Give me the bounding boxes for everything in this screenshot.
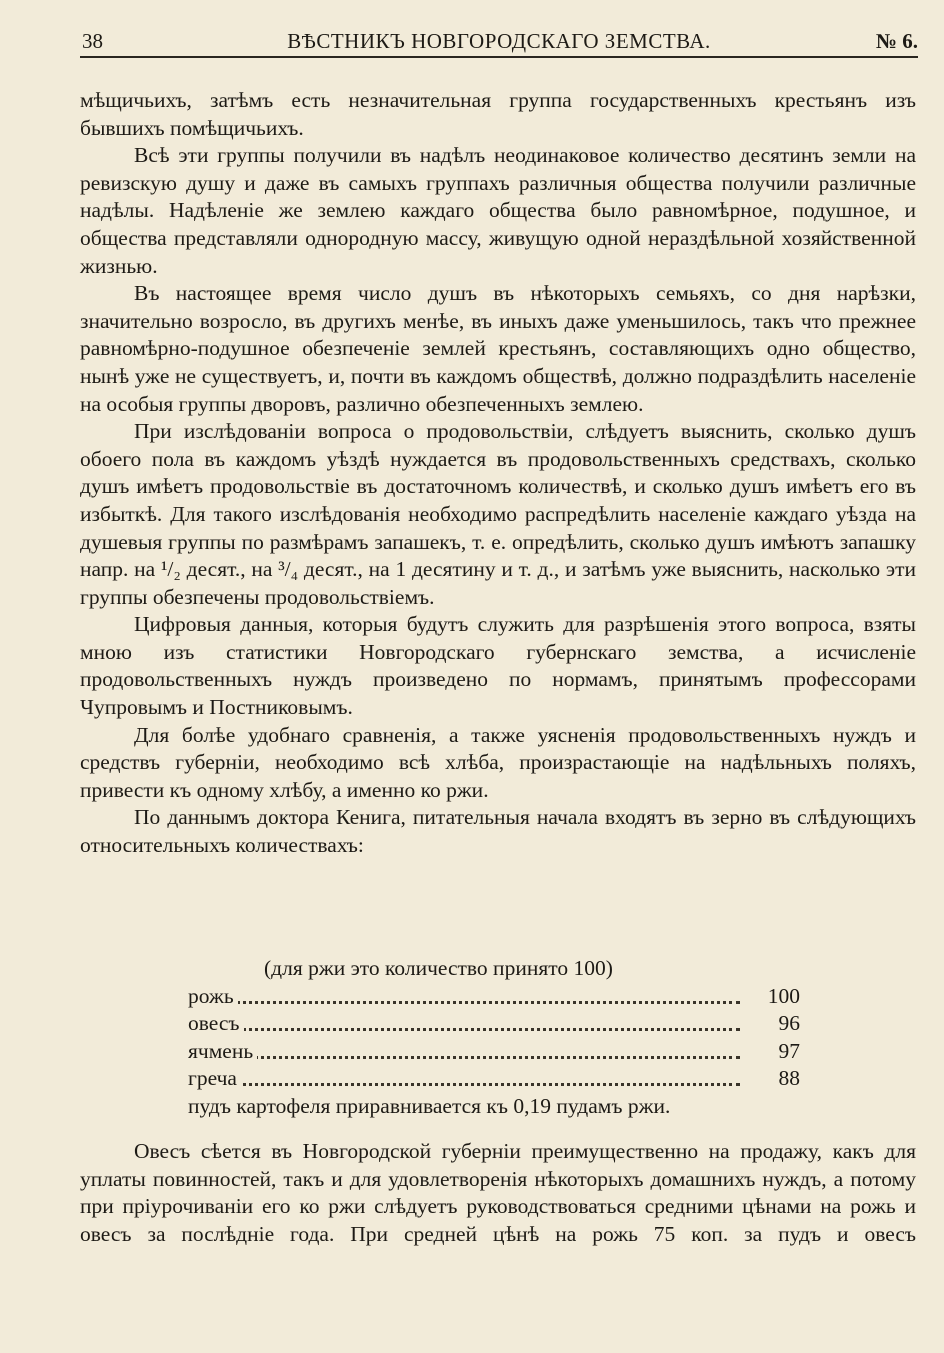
grain-name: ячмень [188, 1038, 257, 1066]
closing-text [80, 1138, 916, 1248]
body-text [80, 87, 916, 860]
issue-number: № 6. [875, 29, 918, 53]
page-number: 38 [82, 29, 103, 53]
table-caption: (для ржи это количество принято 100) [264, 956, 613, 980]
table-row [188, 1065, 800, 1093]
page-header [80, 26, 918, 58]
paragraph: Всѣ эти группы получили въ надѣлъ неодинаковое количество десятинъ земли на ревизскую душу и даже въ самыхъ группахъ различныя общества получили различные надѣлы. Надѣленіе же землею каждаго общества было равномѣрное, подушное, и общества представляли однородную массу, живущую одной нераздѣльной хозяйственной жизнью. [80, 143, 916, 278]
table-row [188, 983, 800, 1011]
grain-name: рожь [188, 983, 238, 1011]
leader-dots [188, 1038, 740, 1059]
paragraph: Цифровыя данныя, которыя будутъ служить для разрѣшенія этого вопроса, взяты мною изъ статистики Новгородскаго губернскаго земства, а исчисленіе продовольственныхъ нуждъ произведено по нормамъ, принятымъ профессорами Чупровымъ и Постниковымъ. [80, 612, 916, 720]
leader-dots [188, 1010, 740, 1031]
table-row [188, 1038, 800, 1066]
paragraph: По даннымъ доктора Кенига, питательныя начала входятъ въ зерно въ слѣдующихъ относительныхъ количествахъ: [80, 805, 916, 858]
paragraph: Овесъ сѣется въ Новгородской губерніи преимущественно на продажу, какъ для уплаты повинностей, такъ и для удовлетворенія нѣкоторыхъ домашнихъ нуждъ, а потому при пріурочиваніи его ко ржи слѣдуетъ руководствоваться средними цѣнами на рожь и овесъ за послѣдніе года. При средней цѣнѣ на рожь 75 коп. за пудъ и овесъ [80, 1139, 916, 1246]
table-row [188, 1010, 800, 1038]
grain-value: 97 [778, 1038, 800, 1063]
leader-dots [188, 983, 740, 1004]
table-note: пудъ картофеля приравнивается къ 0,19 пудамъ ржи. [188, 1093, 671, 1118]
paragraph: Для болѣе удобнаго сравненія, а также уясненія продовольственныхъ нуждъ и средствъ губерніи, необходимо всѣ хлѣба, произрастающіе на надѣльныхъ поляхъ, привести къ одному хлѣбу, а именно ко ржи. [80, 722, 916, 802]
leader-dots [188, 1065, 740, 1086]
paragraph: При изслѣдованіи вопроса о продовольствіи, слѣдуетъ выяснить, сколько душъ обоего пола въ каждомъ уѣздѣ нуждается въ продовольственныхъ средствахъ, сколько душъ имѣетъ продовольствіе въ достаточномъ количествѣ, и сколько душъ имѣетъ его въ избыткѣ. Для такого изслѣдованія необходимо распредѣлить населеніе каждаго уѣзда на душевыя группы по размѣрамъ запашекъ, т. е. опредѣлить, сколько душъ имѣютъ запашку напр. на ¹/₂ десят., на ³/₄ десят., на 1 десятину и т. д., и затѣмъ уже выяснить, насколько эти группы обезпечены продовольствіемъ. [80, 419, 916, 609]
running-title: ВѢСТНИКЪ НОВГОРОДСКАГО ЗЕМСТВА. [287, 29, 711, 53]
grain-value: 88 [778, 1066, 800, 1091]
paragraph: мѣщичьихъ, затѣмъ есть незначительная группа государственныхъ крестьянъ изъ бывшихъ помѣщичьихъ. [80, 88, 916, 140]
grain-name: овесъ [188, 1010, 244, 1038]
grain-value: 100 [767, 983, 800, 1008]
grain-name: греча [188, 1065, 241, 1093]
grain-value: 96 [778, 1011, 800, 1036]
paragraph: Въ настоящее время число душъ въ нѣкоторыхъ семьяхъ, со дня нарѣзки, значительно возросло, въ другихъ менѣе, въ иныхъ даже уменьшилось, такъ что прежнее равномѣрно-подушное обезпеченіе землей крестьянъ, составляющихъ одно общество, нынѣ уже не существуетъ, и, почти въ каждомъ обществѣ, должно подраздѣлить населеніе на особыя группы дворовъ, различно обезпеченныхъ землею. [80, 281, 916, 416]
nutrient-table [80, 955, 916, 1121]
